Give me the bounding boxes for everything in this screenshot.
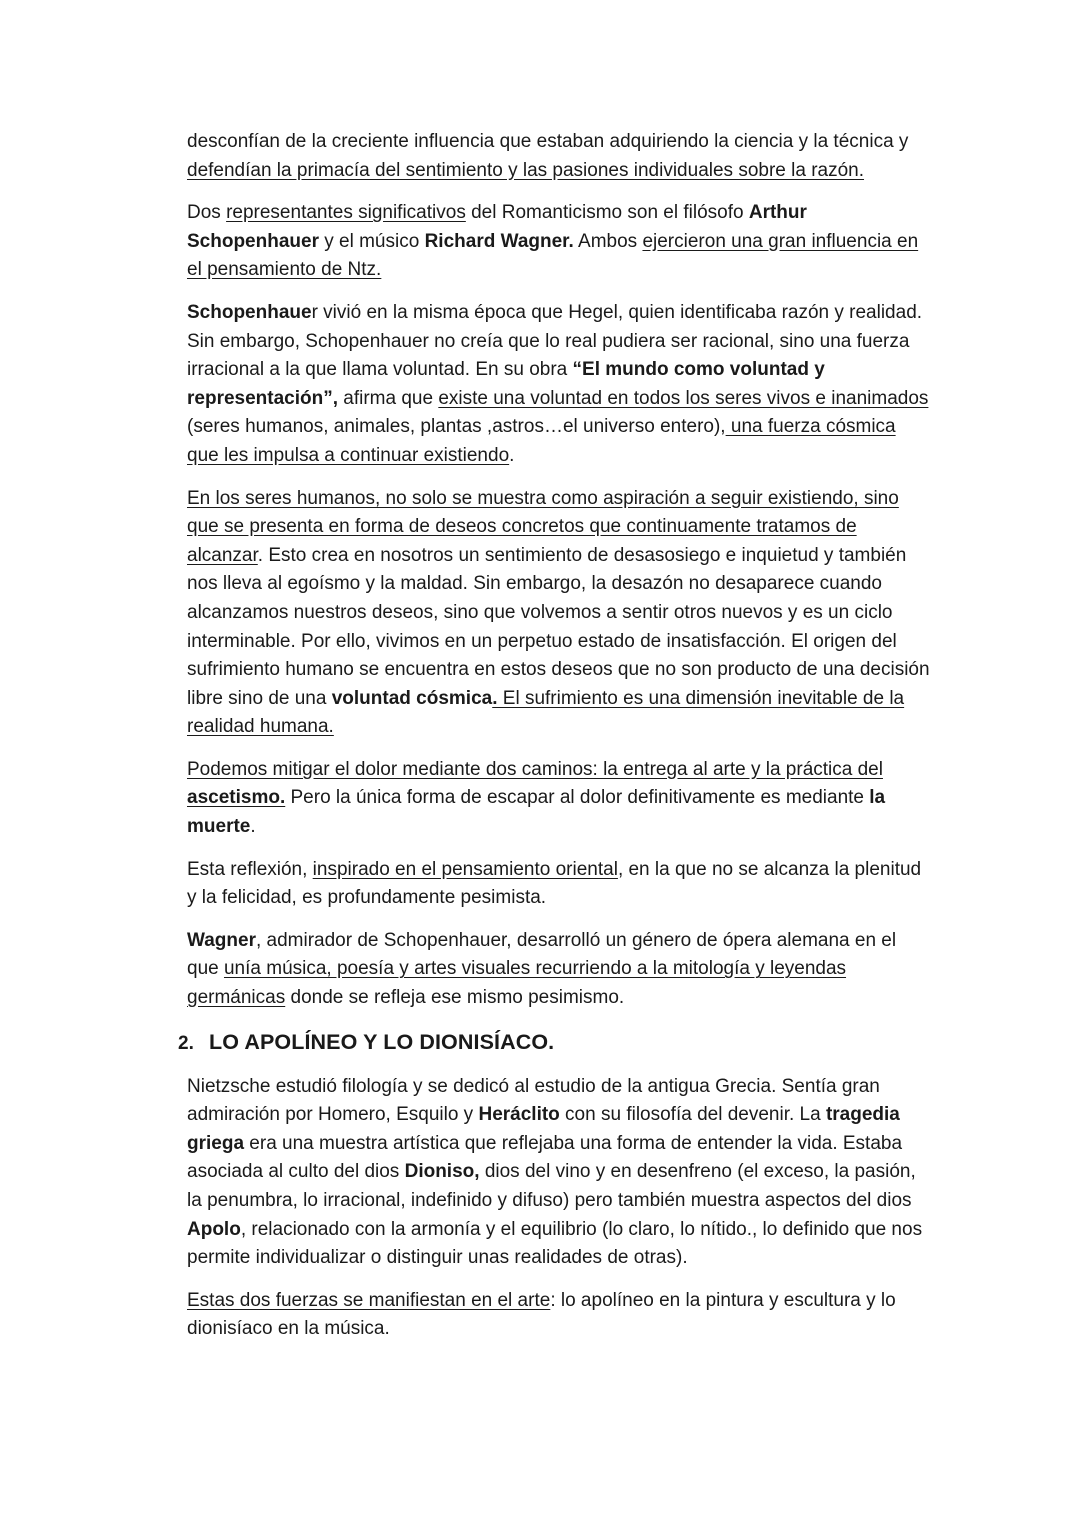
paragraph [187, 128, 932, 185]
paragraph [187, 856, 932, 913]
paragraph [187, 1287, 932, 1344]
paragraph [187, 485, 932, 742]
text-run: y el músico [318, 230, 425, 252]
text-run: voluntad cósmica [331, 687, 493, 709]
text-run: con su filosofía del devenir. La [559, 1104, 826, 1126]
text-run: Ambos [573, 230, 643, 252]
document-page [178, 128, 932, 1358]
paragraph [187, 756, 932, 842]
text-run: inspirado en el pensamiento oriental [312, 858, 618, 880]
text-run: Apolo [187, 1218, 241, 1240]
paragraph [187, 299, 932, 471]
paragraph [187, 199, 932, 285]
text-run: dios del vino y en desenfreno (el exceso, la pasión, la penumbra, lo irracional, indefinido y difuso) pero también muestra aspectos del dios [187, 1161, 916, 1211]
text-run: : lo apolíneo en la pintura y escultura y lo dionisíaco en la música. [187, 1289, 896, 1340]
text-run: Dioniso, [404, 1161, 480, 1183]
text-run: Heráclito [478, 1104, 560, 1126]
section-heading [178, 1027, 932, 1059]
text-run: donde se refleja ese mismo pesimismo. [285, 987, 625, 1009]
text-run: “El mundo como voluntad y representación”, [187, 359, 825, 409]
text-run: . [492, 687, 498, 709]
text-run: Pero la única forma de escapar al dolor definitivamente es mediante [285, 787, 870, 809]
text-run: existe una voluntad en todos los seres vivos e inanimados [438, 387, 929, 409]
text-run: . [250, 816, 256, 838]
section-number: 2. [178, 1032, 195, 1054]
text-run: afirma que [338, 387, 439, 409]
text-run: r vivió en la misma época que Hegel, quien identificaba razón y realidad. Sin embargo, Schopenhauer no creía que lo real pudiera ser racional, sino una fuerza irracional a la que llama voluntad. En su obra [187, 301, 923, 381]
paragraph [187, 927, 932, 1013]
text-run: ejercieron una gran influencia en el pensamiento de Ntz. [187, 230, 919, 281]
paragraphs-after-section [187, 1073, 932, 1344]
text-run: En los seres humanos, no solo se muestra como aspiración a seguir existiendo, sino que se presenta en forma de deseos concretos que continuamente tratamos de alcanzar [187, 487, 899, 566]
text-run: ascetismo. [187, 787, 286, 809]
text-run: era una muestra artística que reflejaba una forma de entender la vida. Estaba asociada al culto del dios [187, 1132, 903, 1183]
text-run: defendían la primacía del sentimiento y las pasiones individuales sobre la razón. [187, 159, 865, 181]
text-run: Estas dos fuerzas se manifiestan en el arte [187, 1289, 551, 1311]
text-run: Nietzsche estudió filología y se dedicó al estudio de la antigua Grecia. Sentía gran admiración por Homero, Esquilo y [187, 1075, 880, 1126]
text-run: Esta reflexión, [187, 858, 313, 880]
text-run: El sufrimiento es una dimensión inevitable de la realidad humana. [187, 687, 905, 738]
text-run: , en la que no se alcanza la plenitud y la felicidad, es profundamente pesimista. [187, 858, 922, 909]
text-run: Richard Wagner. [424, 230, 574, 252]
paragraph [187, 1073, 932, 1273]
text-run: del Romanticismo son el filósofo [465, 202, 749, 224]
text-run: Arthur Schopenhauer [187, 202, 807, 252]
paragraphs-before-section [187, 128, 932, 1013]
text-run: unía música, poesía y artes visuales recurriendo a la mitología y leyendas germánicas [187, 958, 847, 1009]
text-run: Podemos mitigar el dolor mediante dos caminos: la entrega al arte y la práctica del [187, 758, 883, 780]
text-run: representantes significativos [226, 202, 466, 224]
text-run: , admirador de Schopenhauer, desarrolló un género de ópera alemana en el que [187, 929, 897, 980]
text-run: Schopenhaue [187, 301, 312, 323]
section-title: LO APOLÍNEO Y LO DIONISÍACO. [209, 1029, 555, 1054]
text-run: Dos [187, 202, 227, 224]
text-run: , relacionado con la armonía y el equilibrio (lo claro, lo nítido., lo definido que nos permite individualizar o distinguir unas realidades de otras). [187, 1218, 923, 1269]
text-run: tragedia griega [187, 1104, 900, 1154]
text-run: . Esto crea en nosotros un sentimiento de desasosiego e inquietud y también nos lleva al egoísmo y la maldad. Sin embargo, la desazón no desaparece cuando alcanzamos nuestros deseos, sino que volvemos a sentir otros nuevos y es un ciclo interminable. Por ello, vivimos en un perpetuo estado de insatisfacción. El origen del sufrimiento humano se encuentra en estos deseos que no son producto de una decisión libre sino de una [187, 544, 930, 709]
text-run: la muerte [187, 787, 886, 838]
text-run: . [509, 444, 515, 466]
text-run: una fuerza cósmica que les impulsa a continuar existiendo [187, 416, 896, 466]
text-run: Wagner [187, 929, 256, 951]
text-run: (seres humanos, animales, plantas ,astros…el universo entero), [187, 416, 726, 438]
text-run: desconfían de la creciente influencia que estaban adquiriendo la ciencia y la técnica y [187, 131, 909, 152]
